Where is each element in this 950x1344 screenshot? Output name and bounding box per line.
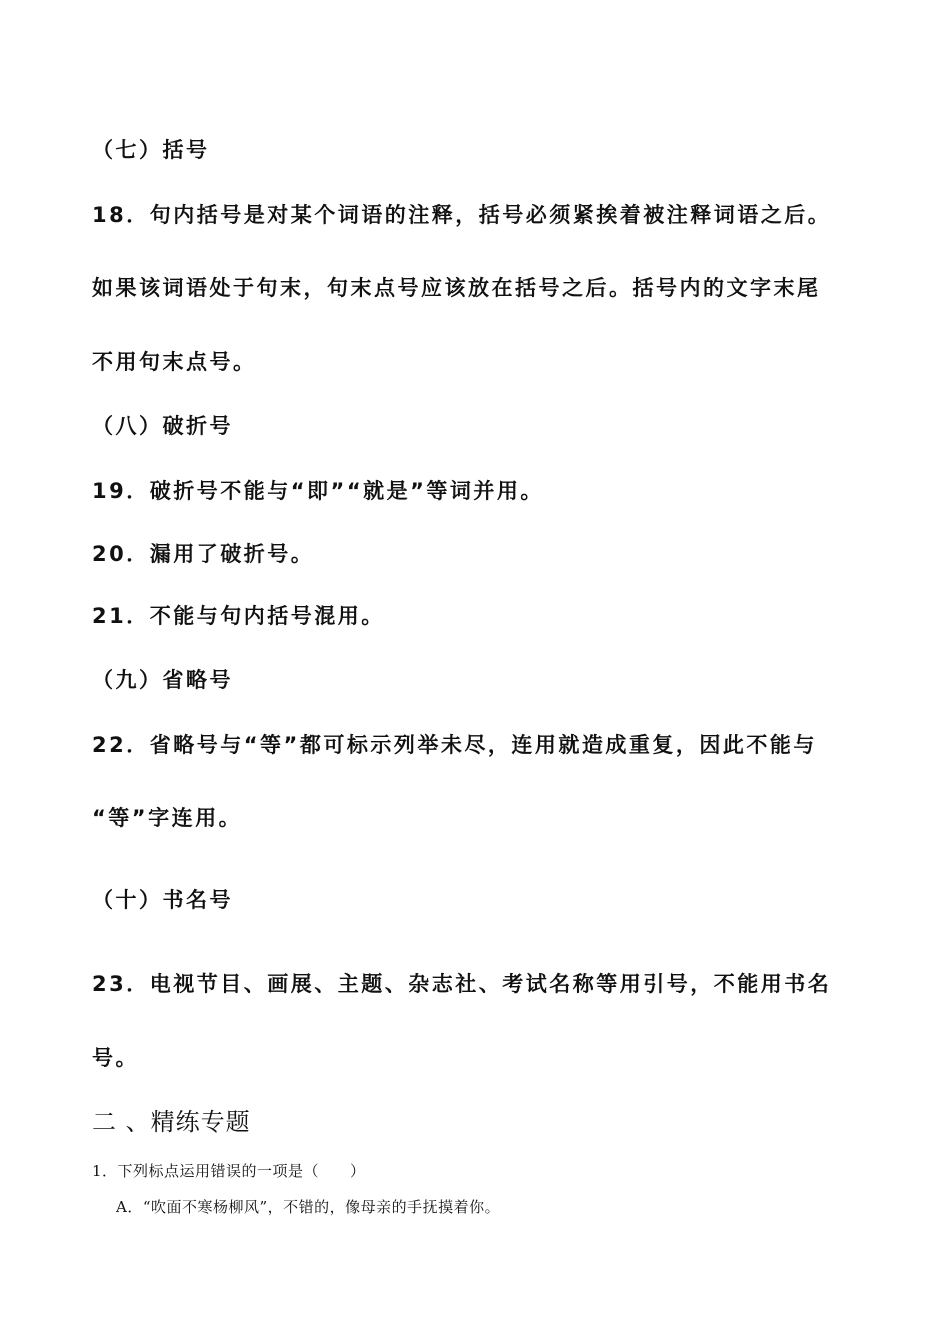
item-21: 21．不能与句内括号混用。 xyxy=(92,604,385,628)
section-heading-dash: （八）破折号 xyxy=(92,414,233,438)
item-18-line-3: 不用句末点号。 xyxy=(92,350,257,374)
section-heading-ellipsis: （九）省略号 xyxy=(92,668,233,692)
section-heading-title-marks: （十）书名号 xyxy=(92,888,233,912)
item-20: 20．漏用了破折号。 xyxy=(92,542,315,566)
item-18-line-2: 如果该词语处于句末，句末点号应该放在括号之后。括号内的文字末尾 xyxy=(92,276,821,300)
item-22-line-2: “等”字连用。 xyxy=(92,806,243,830)
item-22-line-1: 22．省略号与“等”都可标示列举未尽，连用就造成重复，因此不能与 xyxy=(92,733,817,757)
item-23-line-2: 号。 xyxy=(92,1046,139,1070)
item-19: 19．破折号不能与“即”“就是”等词并用。 xyxy=(92,479,544,503)
question-1: 1．下列标点运用错误的一项是（ ） xyxy=(92,1162,366,1180)
section-heading-parentheses: （七）括号 xyxy=(92,138,210,162)
item-23-line-1: 23．电视节目、画展、主题、杂志社、考试名称等用引号，不能用书名 xyxy=(92,972,832,996)
question-1-option-a: A．“吹面不寒杨柳风”，不错的，像母亲的手抚摸着你。 xyxy=(116,1198,501,1216)
item-18-line-1: 18．句内括号是对某个词语的注释，括号必须紧挨着被注释词语之后。 xyxy=(92,203,832,227)
practice-heading: 二 、精练专题 xyxy=(92,1108,251,1136)
